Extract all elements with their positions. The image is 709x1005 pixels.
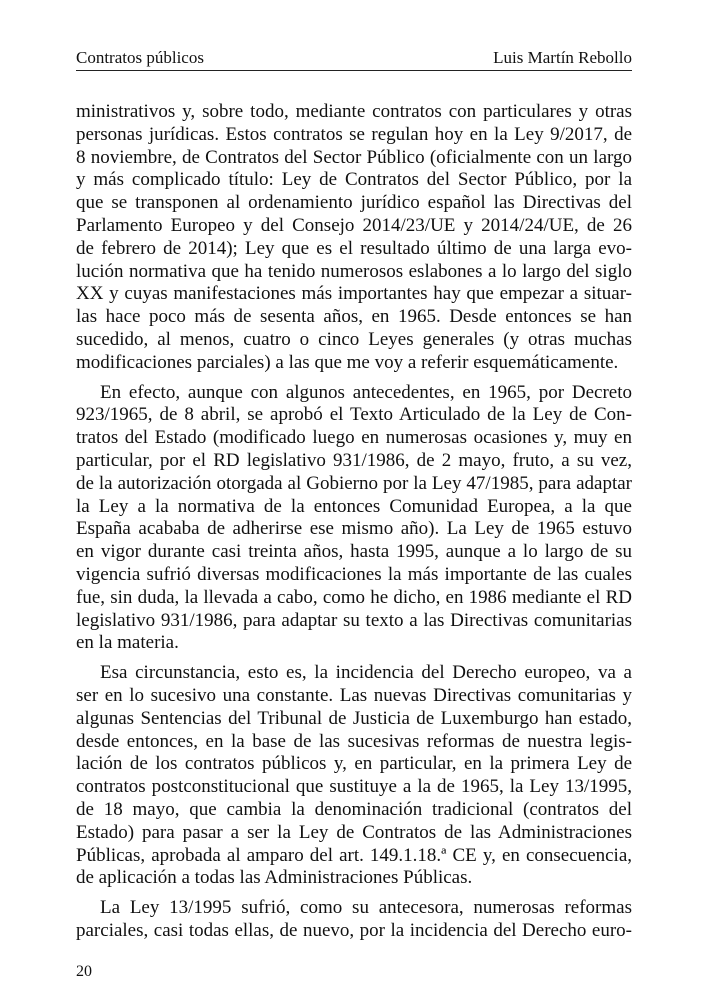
text-line: desde entonces, en la base de las sucesivas reformas de nuestra legis- bbox=[76, 730, 632, 752]
page-number: 20 bbox=[76, 963, 92, 980]
text-line: en vigor durante casi treinta años, hasta 1995, aunque a lo largo de su bbox=[76, 541, 632, 563]
text-line: parciales, casi todas ellas, de nuevo, por la incidencia del Derecho euro- bbox=[76, 919, 632, 941]
text-line: lución normativa que ha tenido numerosos eslabones a lo largo del siglo bbox=[76, 260, 632, 282]
text-line: en la materia. bbox=[76, 632, 179, 654]
paragraph bbox=[76, 382, 632, 656]
body-text bbox=[76, 101, 632, 950]
text-line: XX y cuyas manifestaciones más importantes hay que empezar a situar- bbox=[76, 283, 632, 305]
running-header bbox=[76, 48, 632, 71]
text-line: fue, sin duda, la llevada a cabo, como he dicho, en 1986 mediante el RD bbox=[76, 586, 632, 608]
text-line: 923/1965, de 8 abril, se aprobó el Texto Articulado de la Ley de Con- bbox=[76, 404, 632, 426]
paragraph bbox=[76, 662, 632, 890]
text-line: las hace poco más de sesenta años, en 1965. Desde entonces se han bbox=[76, 306, 632, 328]
text-line: 8 noviembre, de Contratos del Sector Público (oficialmente con un largo bbox=[76, 146, 632, 168]
text-line: ser en lo sucesivo una constante. Las nuevas Directivas comunitarias y bbox=[76, 684, 632, 706]
text-line: contratos postconstitucional que sustituye a la de 1965, la Ley 13/1995, bbox=[76, 776, 632, 798]
text-line: que se transponen al ordenamiento jurídico español las Directivas del bbox=[76, 192, 632, 214]
text-line: de la autorización otorgada al Gobierno por la Ley 47/1985, para adaptar bbox=[76, 472, 632, 494]
text-line: modificaciones parciales) a las que me voy a referir esquemáticamente. bbox=[76, 351, 619, 373]
text-line: de febrero de 2014); Ley que es el resultado último de una larga evo- bbox=[76, 237, 632, 259]
text-line: lación de los contratos públicos y, en particular, en la primera Ley de bbox=[76, 753, 632, 775]
header-author: Luis Martín Rebollo bbox=[493, 48, 632, 67]
text-line: legislativo 931/1986, para adaptar su texto a las Directivas comunitarias bbox=[76, 609, 632, 631]
text-line: particular, por el RD legislativo 931/1986, de 2 mayo, fruto, a su vez, bbox=[76, 449, 632, 471]
text-line: personas jurídicas. Estos contratos se regulan hoy en la Ley 9/2017, de bbox=[76, 123, 632, 145]
text-line: En efecto, aunque con algunos antecedentes, en 1965, por Decreto bbox=[100, 381, 632, 403]
text-line: tratos del Estado (modificado luego en numerosas ocasiones y, muy en bbox=[76, 427, 632, 449]
header-book-title: Contratos públicos bbox=[76, 48, 204, 67]
text-line: la Ley a la normativa de la entonces Comunidad Europea, a la que bbox=[76, 495, 632, 517]
text-line: ministrativos y, sobre todo, mediante contratos con particulares y otras bbox=[76, 101, 632, 122]
paragraph bbox=[76, 101, 632, 375]
text-line: vigencia sufrió diversas modificaciones la más importante de las cuales bbox=[76, 563, 632, 585]
text-line: La Ley 13/1995 sufrió, como su antecesora, numerosas reformas bbox=[100, 897, 632, 919]
text-line: Parlamento Europeo y del Consejo 2014/23/UE y 2014/24/UE, de 26 bbox=[76, 214, 632, 236]
paragraph bbox=[76, 897, 632, 943]
text-line: Públicas, aprobada al amparo del art. 149.1.18.ª CE y, en consecuencia, bbox=[76, 844, 632, 866]
text-line: de 18 mayo, que cambia la denominación tradicional (contratos del bbox=[76, 798, 632, 820]
text-line: Esa circunstancia, esto es, la incidencia del Derecho europeo, va a bbox=[100, 662, 632, 684]
text-line: y más complicado título: Ley de Contratos del Sector Público, por la bbox=[76, 169, 632, 191]
text-line: España acababa de adherirse ese mismo año). La Ley de 1965 estuvo bbox=[76, 518, 632, 540]
text-line: sucedido, al menos, cuatro o cinco Leyes generales (y otras muchas bbox=[76, 328, 632, 350]
text-line: algunas Sentencias del Tribunal de Justicia de Luxemburgo han estado, bbox=[76, 707, 632, 729]
text-line: de aplicación a todas las Administraciones Públicas. bbox=[76, 867, 473, 889]
text-line: Estado) para pasar a ser la Ley de Contratos de las Administraciones bbox=[76, 821, 632, 843]
